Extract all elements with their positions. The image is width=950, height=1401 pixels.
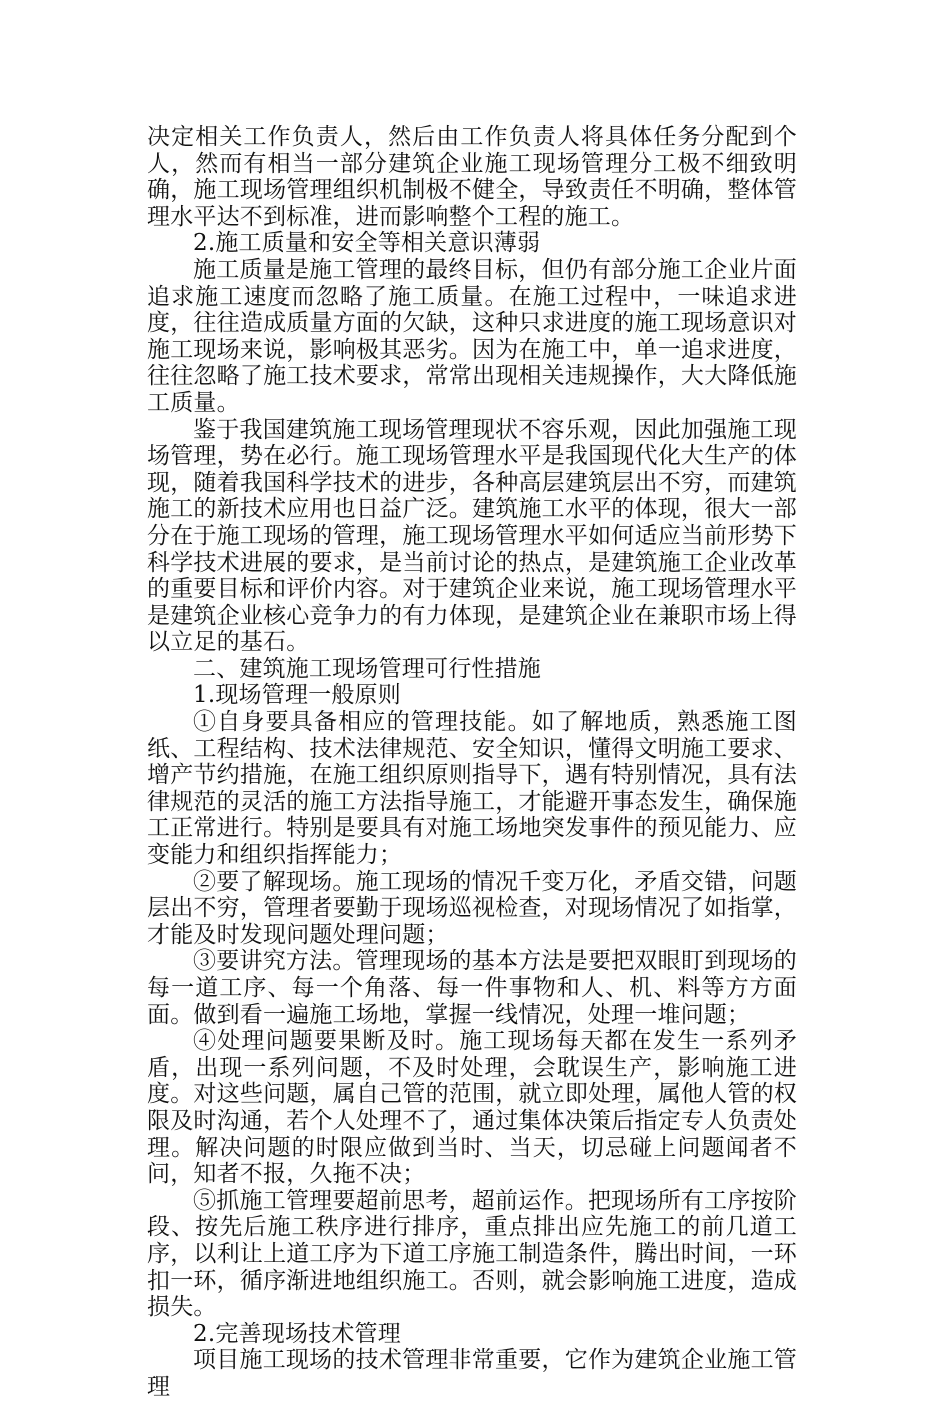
document-body — [147, 124, 797, 1401]
paragraph-management-status: 鉴于我国建筑施工现场管理现状不容乐观，因此加强施工现场管理，势在必行。施工现场管理水平是我国现代化大生产的体现，随着我国科学技术的进步，各种高层建筑层出不穷，而建筑施工的新技术应用也日益广泛。建筑施工水平的体现，很大一部分在于施工现场的管理，施工现场管理水平如何适应当前形势下科学技术进展的要求，是当前讨论的热点，是建筑施工企业改革的重要目标和评价内容。对于建筑企业来说，施工现场管理水平是建筑企业核心竞争力的有力体现，是建筑企业在兼职市场上得以立足的基石。 — [147, 416, 797, 656]
section-heading-tech-management: 2.完善现场技术管理 — [193, 1320, 401, 1347]
paragraph-principle-2: ②要了解现场。施工现场的情况千变万化，矛盾交错，问题层出不穷，管理者要勤于现场巡视检查，对现场情况了如指掌，才能及时发现问题处理问题； — [147, 868, 797, 948]
paragraph-principle-1: ①自身要具备相应的管理技能。如了解地质，熟悉施工图纸、工程结构、技术法律规范、安全知识，懂得文明施工要求、增产节约措施，在施工组织原则指导下，遇有特别情况，具有法律规范的灵活的施工方法指导施工，才能避开事态发生，确保施工正常进行。特别是要具有对施工场地突发事件的预见能力、应变能力和组织指挥能力； — [147, 709, 797, 869]
section-heading-measures: 二、建筑施工现场管理可行性措施 — [193, 655, 541, 682]
paragraph-principle-3: ③要讲究方法。管理现场的基本方法是要把双眼盯到现场的每一道工序、每一个角落、每一件事物和人、机、料等方方面面。做到看一遍施工场地，掌握一线情况，处理一堆问题； — [147, 948, 797, 1028]
paragraph-continuation: 决定相关工作负责人，然后由工作负责人将具体任务分配到个人，然而有相当一部分建筑企业施工现场管理分工极不细致明确，施工现场管理组织机制极不健全，导致责任不明确，整体管理水平达不到标准，进而影响整个工程的施工。 — [147, 124, 797, 230]
paragraph-tech-management: 项目施工现场的技术管理非常重要，它作为建筑企业施工管理 — [147, 1347, 797, 1400]
paragraph-principle-4: ④处理问题要果断及时。施工现场每天都在发生一系列矛盾，出现一系列问题，不及时处理，会耽误生产，影响施工进度。对这些问题，属自己管的范围，就立即处理，属他人管的权限及时沟通，若个人处理不了，通过集体决策后指定专人负责处理。解决问题的时限应做到当时、当天，切忌碰上问题闻者不问，知者不报，久拖不决； — [147, 1028, 797, 1188]
section-heading-principles: 1.现场管理一般原则 — [193, 682, 401, 709]
paragraph-principle-5: ⑤抓施工管理要超前思考，超前运作。把现场所有工序按阶段、按先后施工秩序进行排序，重点排出应先施工的前几道工序，以利让上道工序为下道工序施工制造条件，腾出时间，一环扣一环，循序渐进地组织施工。否则，就会影响施工进度，造成损失。 — [147, 1187, 797, 1321]
section-heading-quality-safety: 2.施工质量和安全等相关意识薄弱 — [193, 230, 541, 257]
paragraph-quality: 施工质量是施工管理的最终目标，但仍有部分施工企业片面追求施工速度而忽略了施工质量。在施工过程中，一味追求进度，往往造成质量方面的欠缺，这种只求进度的施工现场意识对施工现场来说，影响极其恶劣。因为在施工中，单一追求进度，往往忽略了施工技术要求，常常出现相关违规操作，大大降低施工质量。 — [147, 256, 797, 416]
